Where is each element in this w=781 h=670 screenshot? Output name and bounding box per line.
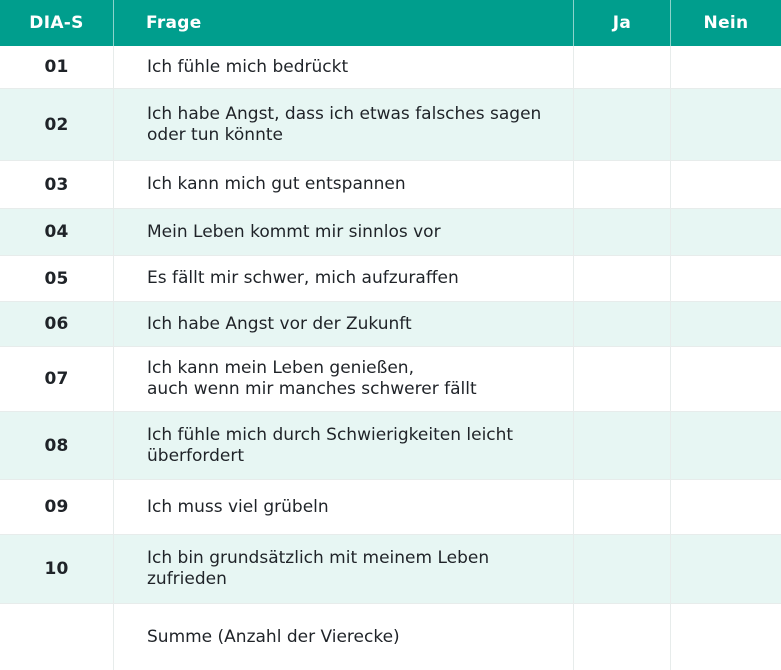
question-text: Ich fühle mich durch Schwierigkeiten leicht überfordert bbox=[147, 424, 514, 466]
row-id: 07 bbox=[0, 347, 114, 411]
row-id: 08 bbox=[0, 412, 114, 479]
header-question: Frage bbox=[114, 0, 574, 46]
summary-row bbox=[0, 604, 781, 670]
question-text: Ich fühle mich bedrückt bbox=[147, 56, 349, 77]
table-row bbox=[0, 302, 781, 347]
summary-yes-cell[interactable] bbox=[574, 604, 671, 670]
table-row bbox=[0, 46, 781, 89]
question-text: Ich muss viel grübeln bbox=[147, 496, 329, 517]
yes-answer-cell[interactable] bbox=[574, 46, 671, 88]
row-id: 09 bbox=[0, 480, 114, 534]
table-row bbox=[0, 347, 781, 412]
summary-text: Summe (Anzahl der Vierecke) bbox=[147, 626, 400, 647]
no-answer-cell[interactable] bbox=[671, 256, 781, 301]
question-text: Mein Leben kommt mir sinnlos vor bbox=[147, 221, 441, 242]
no-answer-cell[interactable] bbox=[671, 161, 781, 208]
no-answer-cell[interactable] bbox=[671, 89, 781, 160]
row-id: 04 bbox=[0, 209, 114, 255]
yes-answer-cell[interactable] bbox=[574, 302, 671, 346]
no-answer-cell[interactable] bbox=[671, 347, 781, 411]
no-answer-cell[interactable] bbox=[671, 46, 781, 88]
summary-id-cell bbox=[0, 604, 114, 670]
question-text: Ich bin grundsätzlich mit meinem Leben zufrieden bbox=[147, 548, 490, 589]
row-id: 10 bbox=[0, 535, 114, 603]
row-question bbox=[114, 46, 574, 88]
table-row bbox=[0, 161, 781, 209]
summary-label bbox=[114, 604, 574, 670]
row-question bbox=[114, 535, 574, 603]
row-question bbox=[114, 302, 574, 346]
no-answer-cell[interactable] bbox=[671, 480, 781, 534]
row-id: 05 bbox=[0, 256, 114, 301]
header-id: DIA-S bbox=[0, 0, 114, 46]
yes-answer-cell[interactable] bbox=[574, 89, 671, 160]
question-text: Es fällt mir schwer, mich aufzuraffen bbox=[147, 268, 459, 288]
header-yes: Ja bbox=[574, 0, 671, 46]
table-header bbox=[0, 0, 781, 46]
no-answer-cell[interactable] bbox=[671, 535, 781, 603]
header-no: Nein bbox=[703, 13, 749, 33]
yes-answer-cell[interactable] bbox=[574, 480, 671, 534]
table-row bbox=[0, 209, 781, 256]
no-answer-cell[interactable] bbox=[671, 412, 781, 479]
yes-answer-cell[interactable] bbox=[574, 535, 671, 603]
table-row bbox=[0, 256, 781, 302]
row-id: 02 bbox=[0, 89, 114, 160]
row-id: 06 bbox=[0, 302, 114, 346]
row-id: 03 bbox=[0, 161, 114, 208]
yes-answer-cell[interactable] bbox=[574, 209, 671, 255]
yes-answer-cell[interactable] bbox=[574, 412, 671, 479]
question-text: Ich kann mich gut entspannen bbox=[147, 174, 406, 194]
row-question bbox=[114, 256, 574, 301]
row-question bbox=[114, 480, 574, 534]
no-answer-cell[interactable] bbox=[671, 302, 781, 346]
question-text: Ich habe Angst vor der Zukunft bbox=[147, 313, 412, 334]
table-row bbox=[0, 535, 781, 604]
row-question bbox=[114, 412, 574, 479]
table-row bbox=[0, 412, 781, 480]
row-question bbox=[114, 161, 574, 208]
summary-no-cell[interactable] bbox=[671, 604, 781, 670]
yes-answer-cell[interactable] bbox=[574, 256, 671, 301]
question-text: Ich kann mein Leben genießen, auch wenn mir manches schwerer fällt bbox=[147, 358, 477, 399]
table-row bbox=[0, 89, 781, 161]
question-text: Ich habe Angst, dass ich etwas falsches sagen oder tun könnte bbox=[147, 103, 542, 145]
row-question bbox=[114, 89, 574, 160]
row-id: 01 bbox=[0, 46, 114, 88]
no-answer-cell[interactable] bbox=[671, 209, 781, 255]
yes-answer-cell[interactable] bbox=[574, 161, 671, 208]
table-row bbox=[0, 480, 781, 535]
yes-answer-cell[interactable] bbox=[574, 347, 671, 411]
row-question bbox=[114, 209, 574, 255]
row-question bbox=[114, 347, 574, 411]
